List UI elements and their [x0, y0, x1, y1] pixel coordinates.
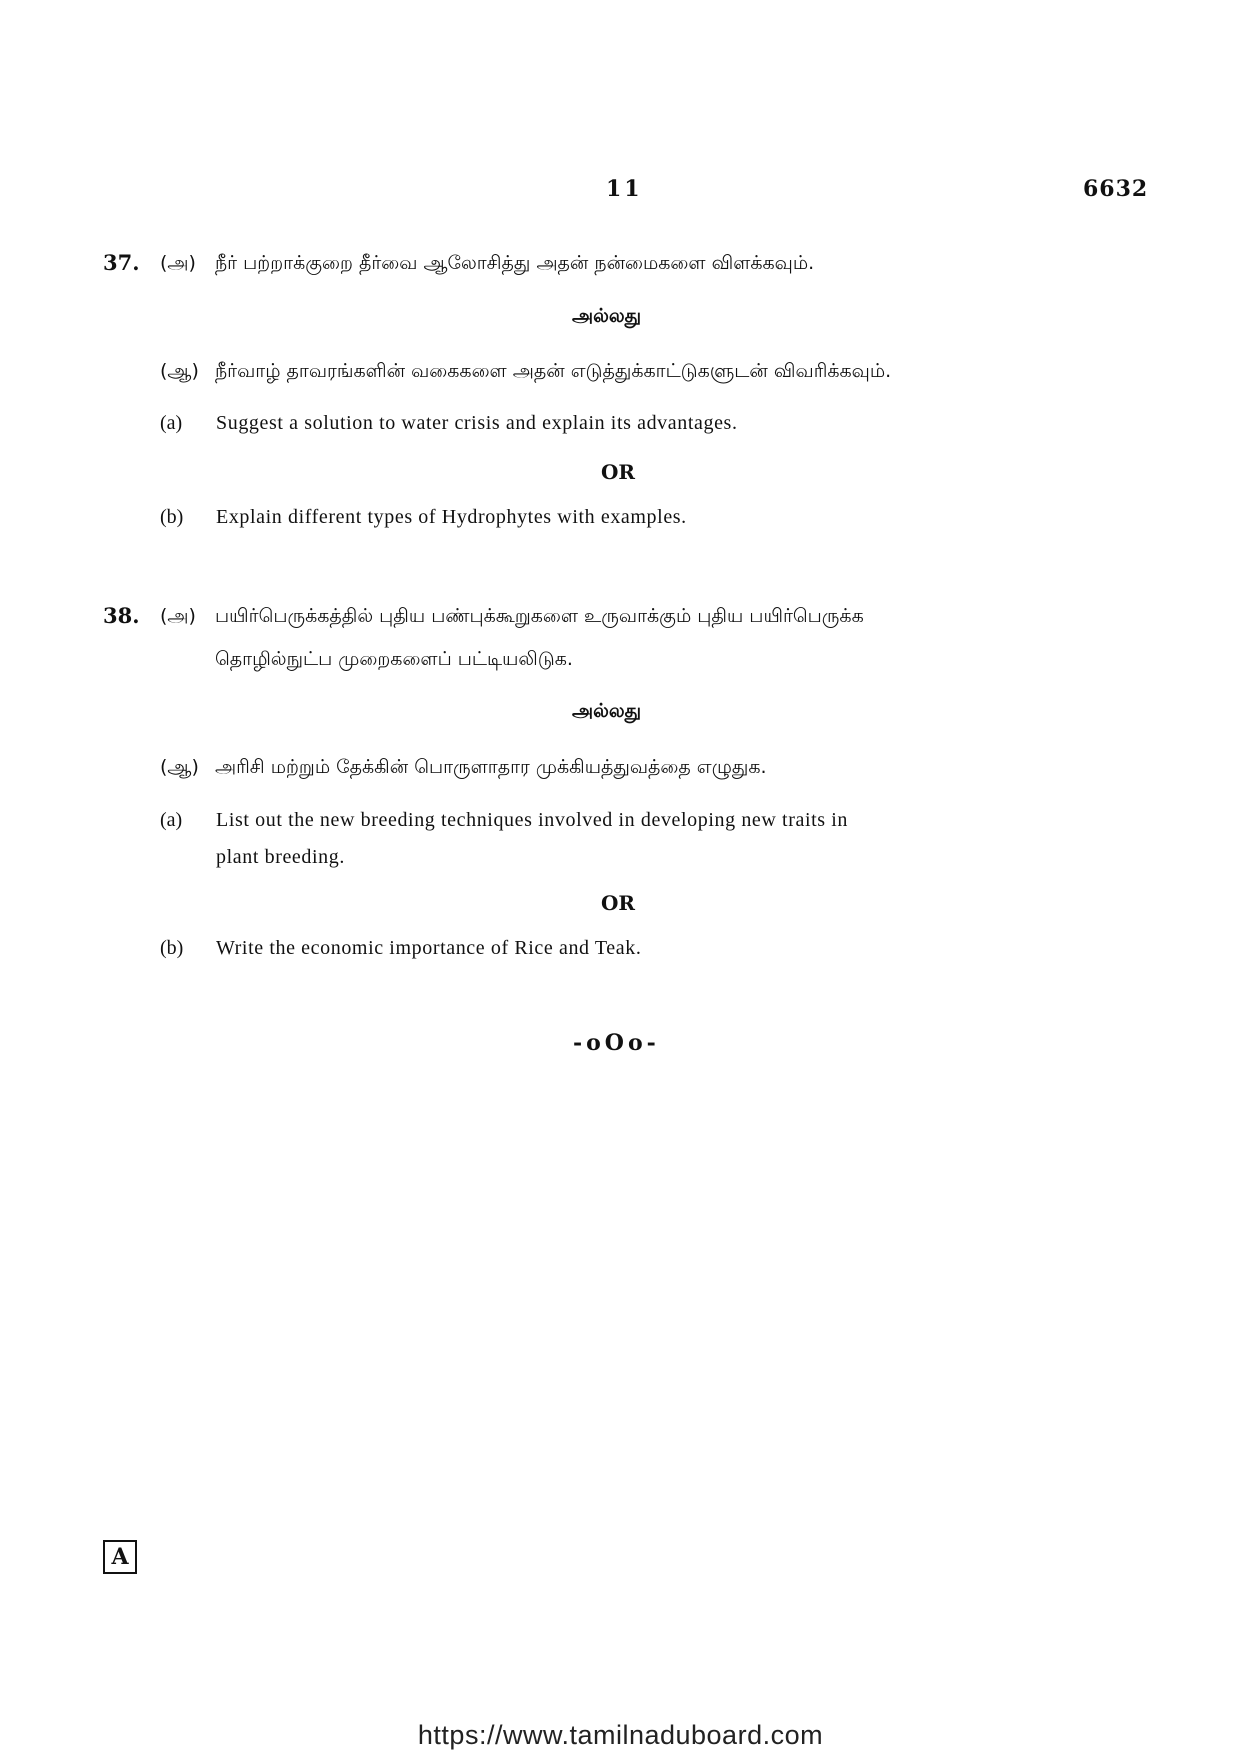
tamil-option-label: (அ) — [160, 605, 196, 627]
page-number: 11 — [606, 176, 643, 202]
question-number: 38. — [103, 603, 140, 628]
english-option-a-line2: plant breeding. — [216, 846, 345, 868]
english-or-separator: OR — [601, 891, 636, 915]
english-or-separator: OR — [601, 460, 636, 484]
end-of-paper-mark: -oOo- — [573, 1030, 660, 1056]
english-option-a-line1: List out the new breeding techniques involved in developing new traits in — [216, 809, 849, 831]
tamil-or-separator: அல்லது — [572, 700, 642, 722]
booklet-version-letter: A — [111, 1544, 129, 1570]
english-option-label: (b) — [160, 506, 184, 528]
tamil-option-label: (ஆ) — [160, 360, 199, 382]
tamil-option-a: நீர் பற்றாக்குறை தீர்வை ஆலோசித்து அதன் நன்மைகளை விளக்கவும். — [215, 252, 815, 274]
english-option-label: (a) — [160, 412, 183, 434]
english-option-a: Suggest a solution to water crisis and explain its advantages. — [216, 412, 738, 434]
english-option-label: (a) — [160, 809, 183, 831]
tamil-option-label: (ஆ) — [160, 756, 199, 778]
tamil-option-b: அரிசி மற்றும் தேக்கின் பொருளாதார முக்கியத்துவத்தை எழுதுக. — [215, 756, 767, 778]
tamil-option-a-line1: பயிர்பெருக்கத்தில் புதிய பண்புக்கூறுகளை உருவாக்கும் புதிய பயிர்பெருக்க — [215, 605, 864, 627]
english-option-b: Explain different types of Hydrophytes with examples. — [216, 506, 687, 528]
footer-url[interactable]: https://www.tamilnaduboard.com — [417, 1720, 824, 1750]
tamil-option-a-line2: தொழில்நுட்ப முறைகளைப் பட்டியலிடுக. — [215, 648, 573, 670]
english-option-b: Write the economic importance of Rice and Teak. — [216, 937, 642, 959]
tamil-or-separator: அல்லது — [572, 305, 642, 327]
paper-code: 6632 — [1083, 176, 1149, 202]
tamil-option-b: நீர்வாழ் தாவரங்களின் வகைகளை அதன் எடுத்துக்காட்டுகளுடன் விவரிக்கவும். — [215, 360, 892, 382]
english-option-label: (b) — [160, 937, 184, 959]
tamil-option-label: (அ) — [160, 252, 196, 274]
booklet-version-box — [103, 1540, 137, 1574]
question-number: 37. — [103, 250, 140, 275]
